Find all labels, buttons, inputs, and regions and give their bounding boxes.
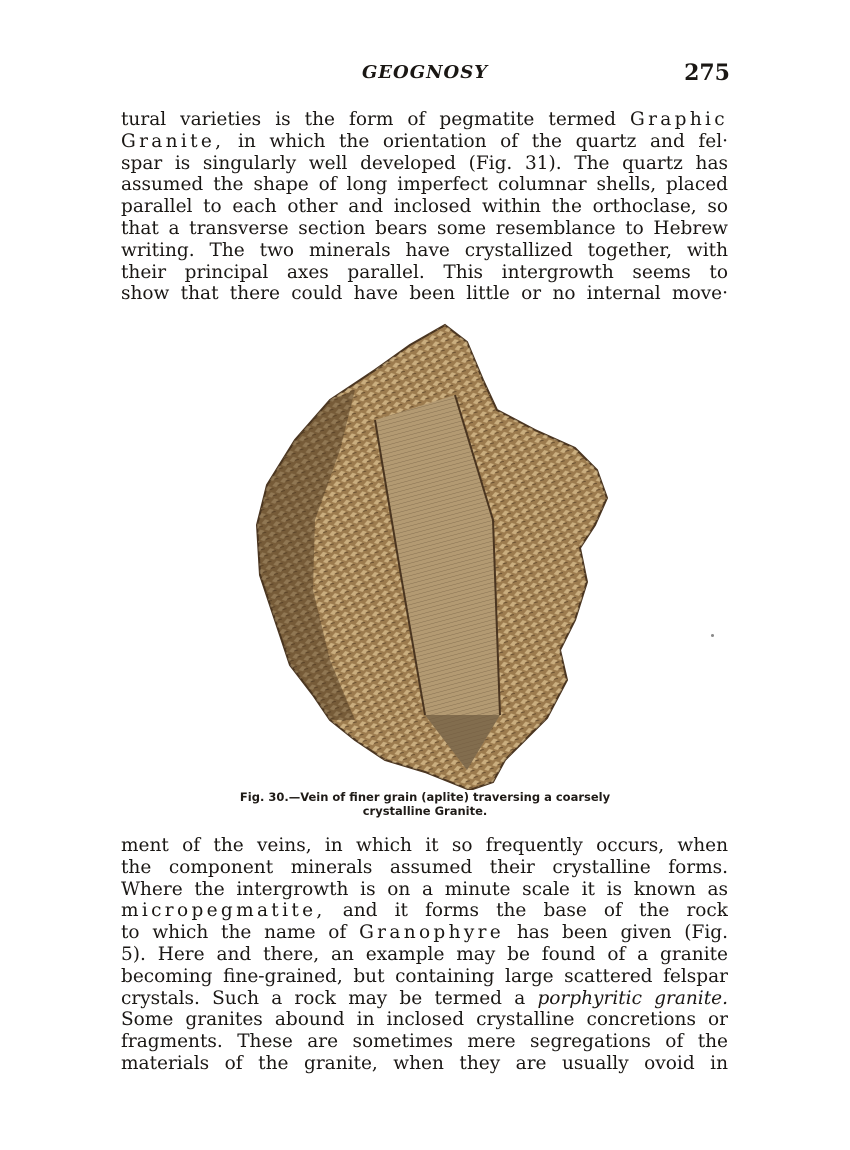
text-line [121,1009,728,1031]
text-line [121,218,728,240]
figure-caption-line-1: Fig. 30.—Vein of finer grain (aplite) traversing a coarsely [239,790,611,804]
running-head [120,60,730,90]
text-run: ment of the veins, in which it so frequently occurs, when [121,835,728,856]
text-line [121,922,728,944]
text-run: in which the orientation of the quartz and fel· [224,130,728,152]
text-line [121,1031,728,1053]
text-line [121,966,728,988]
figure-caption-line-2: crystalline Granite. [362,804,488,818]
text-line [121,196,728,218]
paragraph-bottom [121,835,728,1075]
text-run: spar is singularly well developed (Fig. 31). The quartz has [121,152,728,174]
text-run: and it forms the base of the rock [325,900,728,922]
text-run: parallel to each other and inclosed within the orthoclase, so [121,196,728,218]
granite-engraving [235,320,625,790]
text-line [121,153,728,175]
spaced-term: Granite, [121,130,225,152]
text-line [121,283,728,305]
text-run: Where the intergrowth is on a minute scale it is known as [121,878,728,900]
text-line [121,1053,728,1075]
text-run: that a transverse section bears some resemblance to Hebrew [121,217,728,239]
text-run: their principal axes parallel. This intergrowth seems to [121,261,728,283]
text-line [121,174,728,196]
text-line [121,944,728,966]
text-run: show that there could have been little or no internal move· [121,283,728,305]
paragraph-top [121,109,728,305]
text-run: fragments. These are sometimes mere segregations of the [121,1031,728,1053]
running-title: GEOGNOSY [361,62,489,83]
spaced-term: Granophyre [359,922,505,944]
text-line [121,879,728,901]
page-number: 275 [684,60,730,86]
text-run: writing. The two minerals have crystallized together, with [121,239,728,261]
text-line [121,835,728,857]
text-line [121,988,728,1010]
text-run: tural varieties is the form of pegmatite termed [121,109,630,130]
figure-granite-specimen [235,320,625,790]
text-run: has been given (Fig. [504,922,728,944]
text-run: assumed the shape of long imperfect columnar shells, placed [121,174,728,196]
text-line [121,262,728,284]
text-line [121,240,728,262]
italic-term: porphyritic granite. [537,987,728,1009]
text-line [121,900,728,922]
text-run: 5). Here and there, an example may be found of a granite [121,943,728,965]
text-line [121,109,728,131]
text-run: materials of the granite, when they are usually ovoid in [121,1052,728,1074]
text-line [121,131,728,153]
figure-caption [150,790,700,818]
text-line [121,857,728,879]
text-run: the component minerals assumed their crystalline forms. [121,856,728,878]
spaced-term: Graphic [630,109,728,130]
text-run: to which the name of [121,922,360,944]
text-run: Some granites abound in inclosed crystalline concretions or [121,1009,728,1031]
paper-speck [711,634,714,637]
text-run: crystals. Such a rock may be termed a [121,987,538,1009]
text-run: becoming fine-grained, but containing large scattered felspar [121,965,728,987]
spaced-term: micropegmatite, [121,900,326,922]
